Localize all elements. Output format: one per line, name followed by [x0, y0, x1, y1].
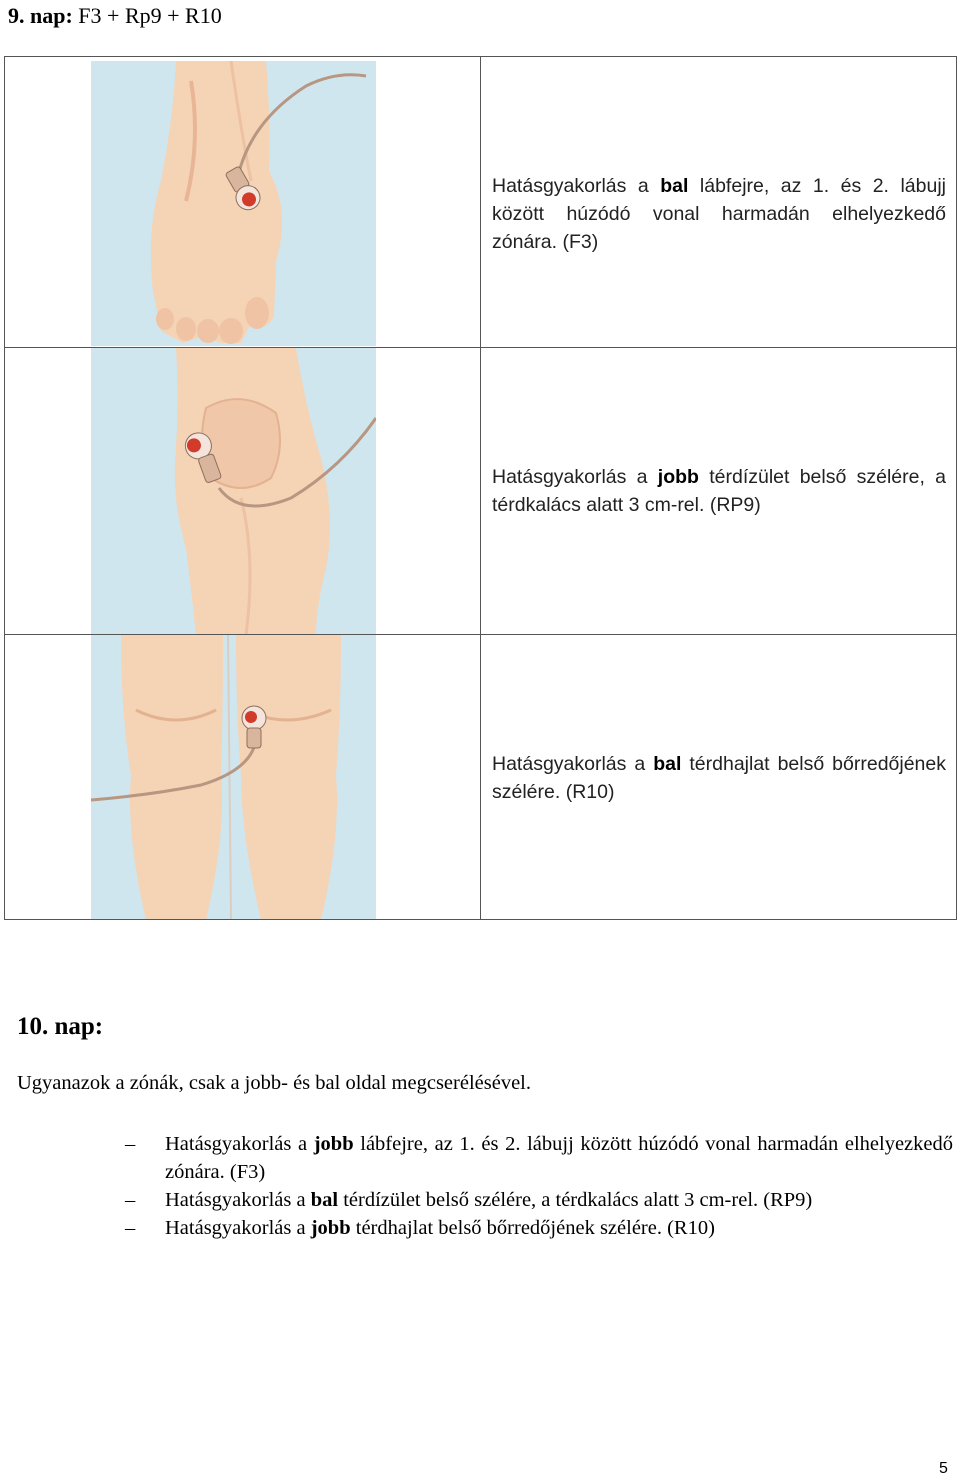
- table-row: [5, 57, 956, 347]
- knee-electrode-illustration: [91, 348, 376, 634]
- knee-back-electrode-illustration: [91, 635, 376, 919]
- row3-text: Hatásgyakorlás a bal térdhajlat belső bőrredőjének szélére. (R10): [492, 753, 946, 803]
- day10-list: [125, 1130, 953, 1242]
- foot-electrode-illustration: [91, 61, 376, 346]
- knee-illustration-cell: [5, 348, 481, 634]
- table-row: [5, 347, 956, 634]
- day10-intro: Ugyanazok a zónák, csak a jobb- és bal oldal megcserélésével.: [17, 1072, 531, 1094]
- page-number: 5: [939, 1460, 948, 1477]
- list-item: – Hatásgyakorlás a jobb lábfejre, az 1. és 2. lábujj között húzódó vonal harmadán elhelyezkedő zónára. (F3): [125, 1133, 954, 1183]
- list-item: – Hatásgyakorlás a jobb térdhajlat belső bőrredőjének szélére. (R10): [125, 1217, 715, 1239]
- day10-heading: 10. nap:: [17, 1013, 104, 1040]
- row1-text: Hatásgyakorlás a bal lábfejre, az 1. és 2. lábujj között húzódó vonal harmadán elhelyezkedő zónára. (F3): [492, 175, 946, 253]
- list-item: – Hatásgyakorlás a bal térdízület belső szélére, a térdkalács alatt 3 cm-rel. (RP9): [125, 1189, 813, 1211]
- table-row: [5, 634, 956, 919]
- knee-back-illustration-cell: [5, 635, 481, 919]
- day9-label: 9. nap:: [8, 3, 73, 28]
- exercise-table: [4, 56, 957, 920]
- day9-codes: F3 + Rp9 + R10: [78, 3, 222, 28]
- foot-illustration-cell: [5, 57, 481, 347]
- day9-heading: [8, 2, 222, 30]
- row2-text: Hatásgyakorlás a jobb térdízület belső szélére, a térdkalács alatt 3 cm-rel. (RP9): [492, 466, 947, 516]
